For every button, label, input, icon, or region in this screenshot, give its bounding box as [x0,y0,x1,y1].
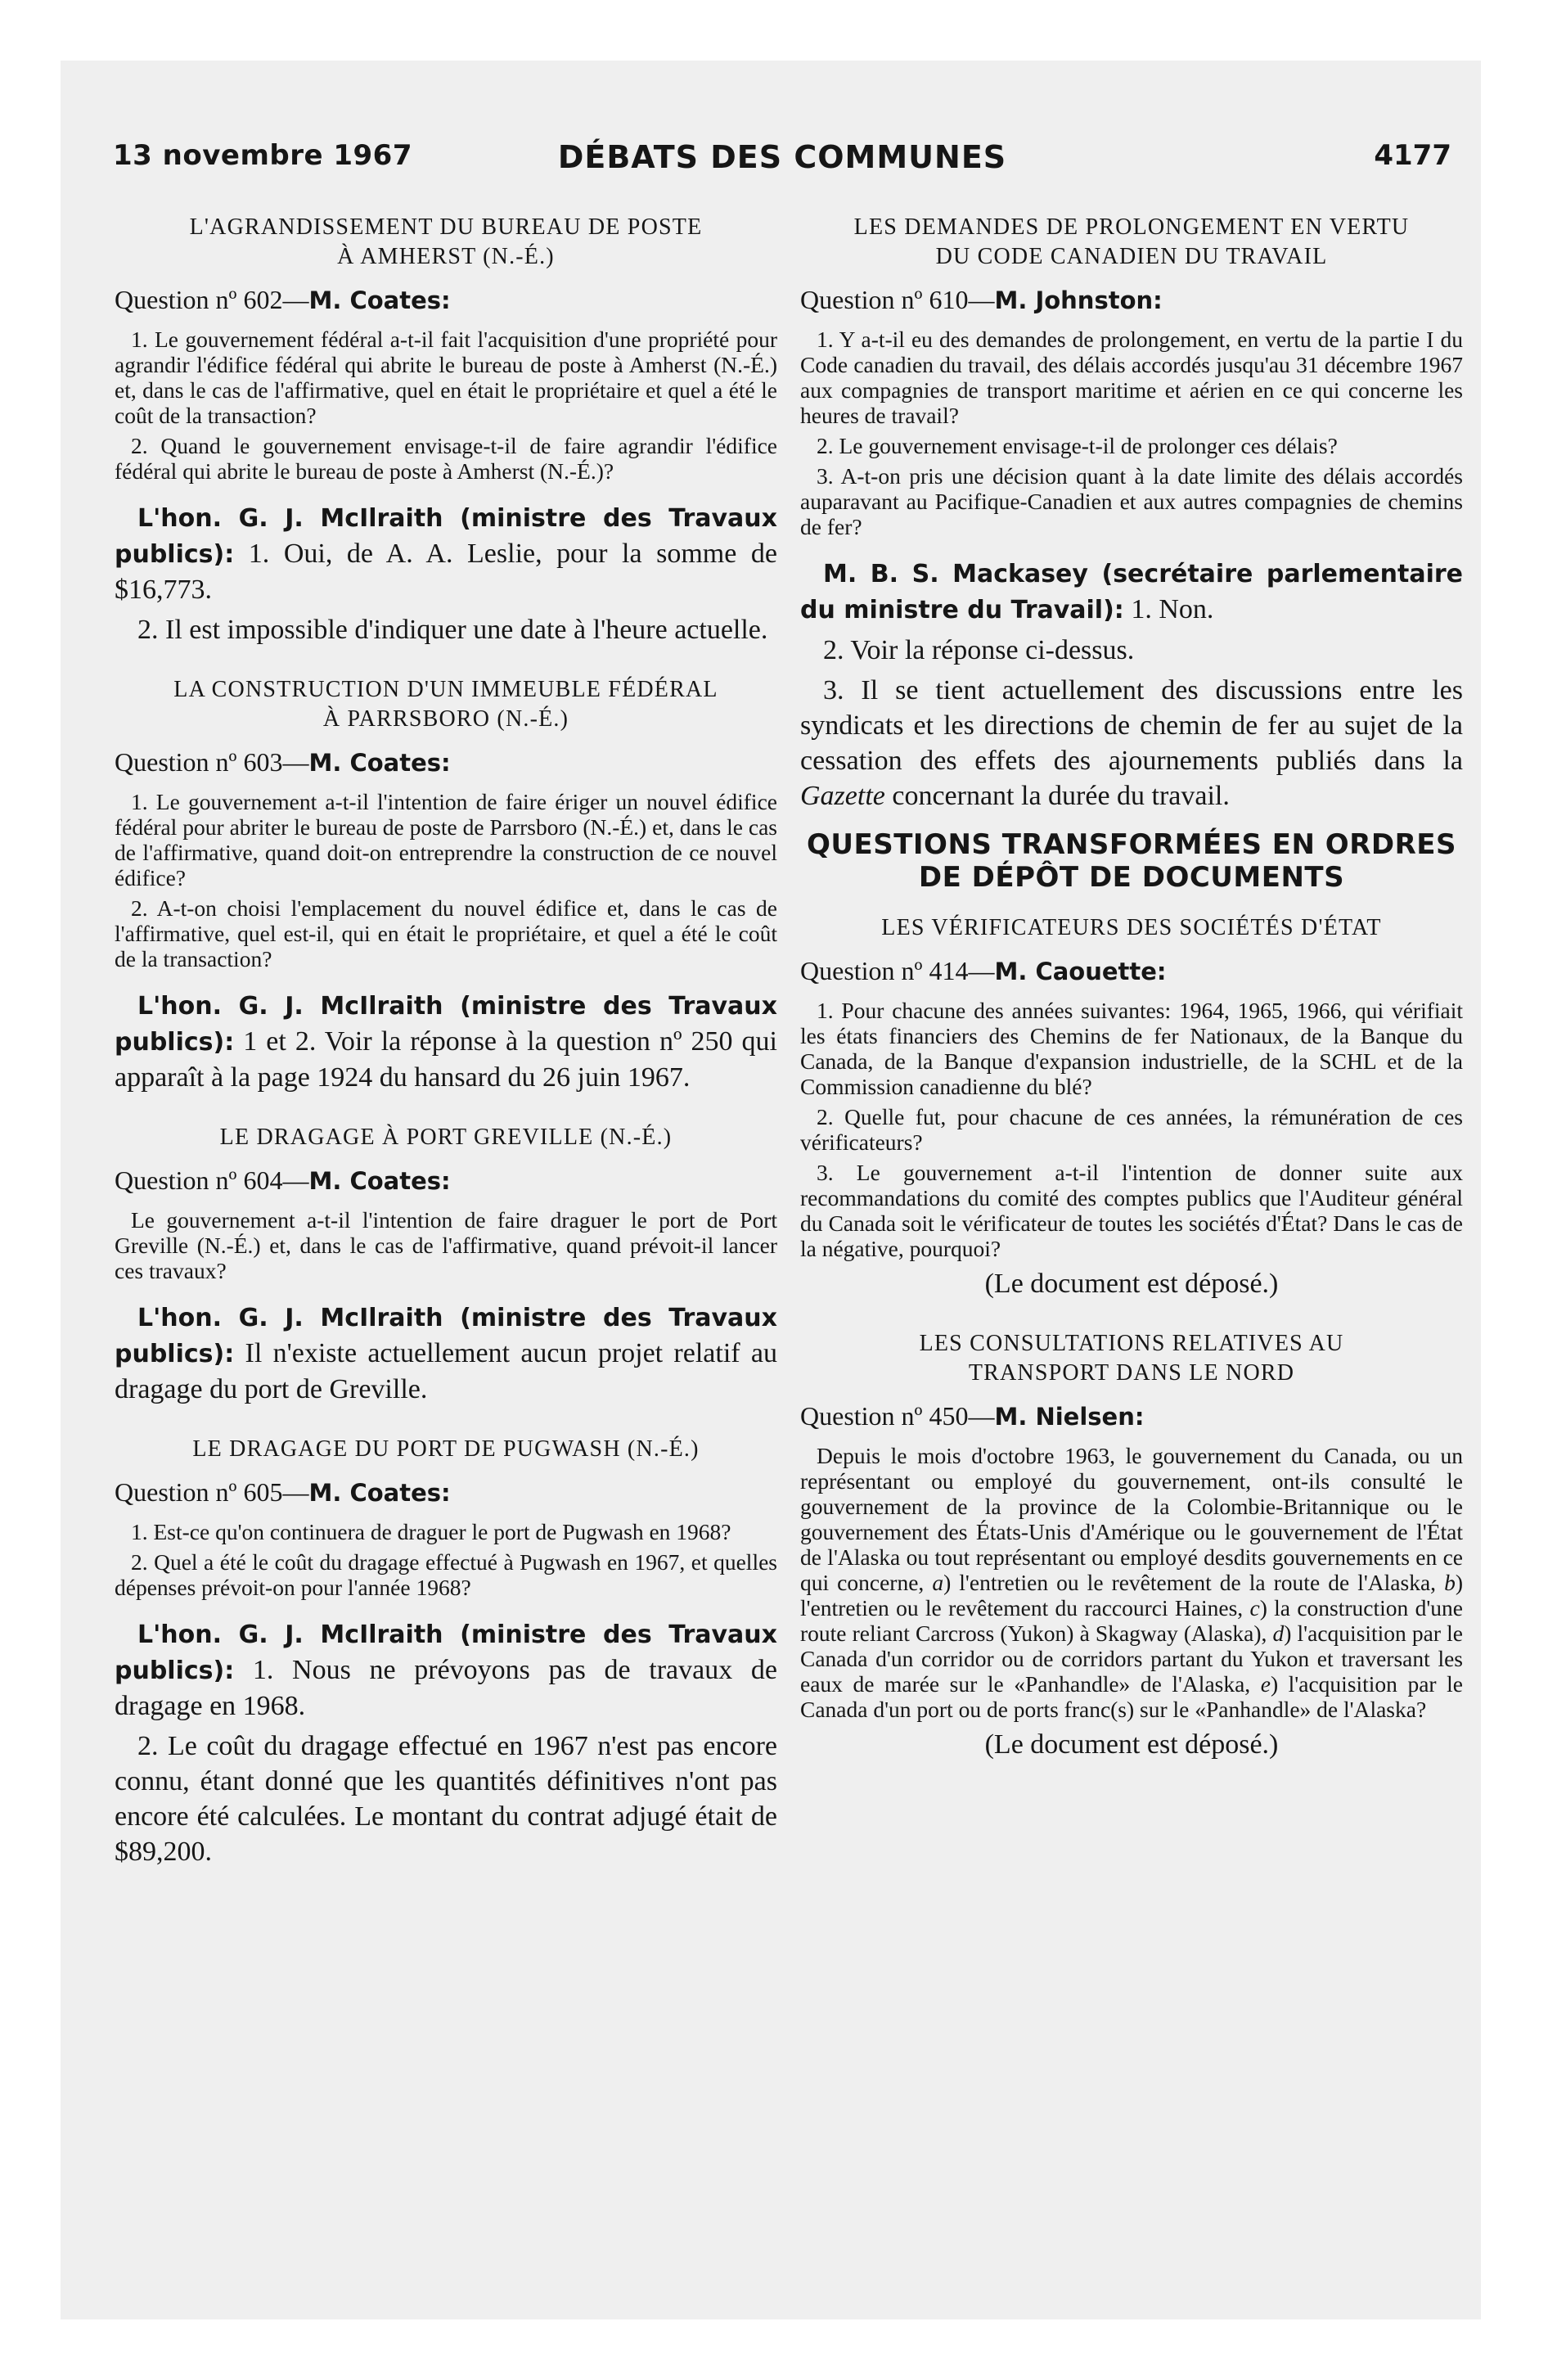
section-auditors [800,913,1463,1301]
main-heading-line: DE DÉPÔT DE DOCUMENTS [918,861,1345,894]
question-text-part: ) l'acquisition par le Canada d'un corridor ou de corridors partant du Yukon et traversant les eaux de marée sur le «Panhandle» de l'Alaska, [800,1620,1464,1697]
question-line [115,283,777,317]
header-title: DÉBATS DES COMMUNES [557,139,1007,175]
answer-text: 2. Le coût du dragage effectué en 1967 n'est pas encore connu, étant donné que les quantités définitives n'ont pas encore été calculées. Le montant du contrat adjugé était de $89,200. [115,1731,777,1867]
answer-text: 2. Voir la réponse ci-dessus. [823,635,1135,665]
question-number: Question nº 602— [115,285,309,314]
main-heading-line: QUESTIONS TRANSFORMÉES EN ORDRES [806,828,1456,861]
item-letter: e [1260,1671,1271,1697]
section-port-greville [115,1123,777,1407]
question-text: 3. A-t-on pris une décision quant à la date limite des délais accordés auparavant au Pacifique-Canadien et aux autres compagnies de chemins de fer? [800,463,1463,539]
question-text-part: ) la construction d'une route reliant Carcross (Yukon) à Skagway (Alaska), [800,1595,1463,1646]
question-number: Question nº 414— [800,956,995,985]
answer-text: 1. Oui, de A. A. Leslie, pour la somme de $16,773. [115,539,777,605]
item-letter: b [1444,1570,1456,1595]
question-text: 2. Quelle fut, pour chacune de ces années, la rémunération de ces vérificateurs? [800,1104,1463,1155]
section-pugwash [115,1435,777,1869]
question-text: Le gouvernement a-t-il l'intention de faire draguer le port de Port Greville (N.-É.) et, dans le cas de l'affirmative, quand prévoit-il lancer ces travaux? [115,1207,777,1283]
answer-speaker: L'hon. G. J. McIlraith (ministre des Travaux publics): [115,992,777,1057]
question-line [800,1400,1463,1433]
question-line [115,1164,777,1197]
question-text-part: ) l'acquisition par le Canada d'un port ou de ports franc(s) sur le «Panhandle» de l'Alaska? [800,1671,1463,1722]
question-number: Question nº 603— [115,747,309,777]
section-title [115,675,777,734]
answer-text-part: concernant la durée du travail. [884,781,1230,811]
question-text: 3. Le gouvernement a-t-il l'intention de donner suite aux recommandations du comité des comptes publics que l'Auditeur général du Canada soit le vérificateur de toutes les sociétés d'État? Dans le cas de la négative, pourquoi? [800,1160,1463,1261]
answer-speaker: L'hon. G. J. McIlraith (ministre des Travaux publics): [115,1304,777,1368]
section-title: LES VÉRIFICATEURS DES SOCIÉTÉS D'ÉTAT [881,915,1382,940]
item-letter: a [932,1570,944,1595]
answer-text: 1 et 2. Voir la réponse à la question nº 250 qui apparaît à la page 1924 du hansard du 26 juin 1967. [115,1026,777,1093]
section-northern-transport [800,1329,1463,1762]
question-text-part: ) l'entretien ou le revêtement de la route de l'Alaska, [943,1570,1445,1595]
question-text: 2. Quel a été le coût du dragage effectué à Pugwash en 1967, et quelles dépenses prévoit-on pour l'année 1968? [115,1549,777,1600]
section-title [115,213,777,272]
answer-text [800,673,1463,814]
answer-speaker: L'hon. G. J. McIlraith (ministre des Travaux publics): [115,1620,777,1685]
section-title: LE DRAGAGE DU PORT DE PUGWASH (N.-É.) [192,1436,700,1462]
section-title-line: DU CODE CANADIEN DU TRAVAIL [935,244,1328,269]
question-text: 1. Le gouvernement fédéral a-t-il fait l'acquisition d'une propriété pour agrandir l'édifice fédéral qui abrite le bureau de poste à Amherst (N.-É.) et, dans le cas de l'affirmative, quel en était le propriétaire et quel a été le coût de la transaction? [115,327,777,428]
section-title [800,213,1463,272]
answer-text: 2. Il est impossible d'indiquer une date à l'heure actuelle. [137,615,768,645]
question-number: Question nº 605— [115,1477,309,1507]
section-title-line: À PARRSBORO (N.-É.) [322,706,569,732]
question-member: M. Nielsen: [994,1403,1145,1431]
answer [115,1616,777,1724]
answer-text: 1. Nous ne prévoyons pas de travaux de dragage en 1968. [115,1655,777,1721]
answer-text-part: 3. Il se tient actuellement des discussions entre les syndicats et les directions de chemin de fer au sujet de la cessation des effets des ajournements publiés dans la [800,675,1463,776]
question-member: M. Coates: [308,749,451,777]
section-amherst [115,213,777,647]
answer [115,1300,777,1407]
item-letter: d [1272,1620,1285,1646]
answer [115,500,777,607]
answer [115,988,777,1095]
question-number: Question nº 610— [800,285,995,314]
question-line [800,954,1463,988]
question-number: Question nº 604— [115,1165,309,1195]
section-title [800,1329,1463,1388]
section-title: LE DRAGAGE À PORT GREVILLE (N.-É.) [219,1125,673,1150]
right-column [800,213,1463,1767]
answer-text: 1. Non. [1123,594,1214,624]
section-title-line: À AMHERST (N.-É.) [337,244,555,269]
section-title-line: TRANSPORT DANS LE NORD [968,1360,1295,1386]
question-line [115,1476,777,1509]
document-deposited: (Le document est déposé.) [984,1269,1279,1299]
item-letter: c [1249,1595,1260,1620]
question-member: M. Coates: [308,1167,451,1195]
section-parrsboro [115,675,777,1095]
question-text [800,1443,1463,1722]
section-title-line: L'AGRANDISSEMENT DU BUREAU DE POSTE [189,214,703,240]
section-labour-code [800,213,1463,814]
question-text: 1. Pour chacune des années suivantes: 1964, 1965, 1966, qui vérifiait les états financiers des Chemins de fer Nationaux, de la Banque du Canada, de la Banque d'expansion industrielle, de la SCHL et de la Commission canadienne du blé? [800,998,1463,1099]
gazette-italic: Gazette [800,781,885,811]
answer-speaker: M. B. S. Mackasey (secrétaire parlementaire du ministre du Travail): [800,560,1463,624]
left-column [115,213,777,1874]
section-title-line: LA CONSTRUCTION D'UN IMMEUBLE FÉDÉRAL [173,677,718,702]
answer-text: Il n'existe actuellement aucun projet relatif au dragage du port de Greville. [115,1338,777,1404]
answer-speaker: L'hon. G. J. McIlraith (ministre des Travaux publics): [115,504,777,569]
page-number: 4177 [1374,139,1451,172]
question-text: 2. Quand le gouvernement envisage-t-il de faire agrandir l'édifice fédéral qui abrite le bureau de poste à Amherst (N.-É.)? [115,433,777,484]
document-deposited: (Le document est déposé.) [984,1729,1279,1760]
section-title-line: LES DEMANDES DE PROLONGEMENT EN VERTU [853,214,1410,240]
question-member: M. Coates: [308,286,451,314]
header-date: 13 novembre 1967 [113,139,412,172]
question-member: M. Coates: [308,1479,451,1507]
question-member: M. Caouette: [994,958,1167,985]
question-text: 1. Le gouvernement a-t-il l'intention de faire ériger un nouvel édifice fédéral pour abriter le bureau de poste de Parrsboro (N.-É.) et, dans le cas de l'affirmative, quand doit-on entreprendre la construction de ce nouvel édifice? [115,789,777,890]
question-text-part: ) l'entretien ou le revêtement du raccourci Haines, [800,1570,1464,1620]
question-line [115,746,777,779]
section-title-line: LES CONSULTATIONS RELATIVES AU [919,1331,1344,1356]
question-line [800,283,1463,317]
question-text: 1. Y a-t-il eu des demandes de prolongement, en vertu de la partie I du Code canadien du travail, des délais accordés jusqu'au 31 décembre 1967 aux compagnies de transport maritime et aérien en ce qui concerne les heures de travail? [800,327,1463,428]
main-heading [800,828,1463,894]
question-text: 1. Est-ce qu'on continuera de draguer le port de Pugwash en 1968? [131,1519,731,1544]
question-text: 2. A-t-on choisi l'emplacement du nouvel édifice et, dans le cas de l'affirmative, quel est-il, qui en était le propriétaire, et quel a été le coût de la transaction? [115,895,777,971]
page-header [113,139,1451,188]
question-member: M. Johnston: [994,286,1163,314]
question-number: Question nº 450— [800,1401,995,1431]
question-text: 2. Le gouvernement envisage-t-il de prolonger ces délais? [817,433,1338,458]
question-text-part: Depuis le mois d'octobre 1963, le gouvernement du Canada, ou un représentant ou employé du gouvernement, ont-ils consulté le gouvernement de la province de la Colombie-Britannique ou le gouvernement des États-Unis d'Amérique ou le gouvernement de l'État de l'Alaska ou tout représentant ou employé desdits gouvernements en ce qui concerne, [800,1443,1463,1595]
answer [800,556,1463,628]
